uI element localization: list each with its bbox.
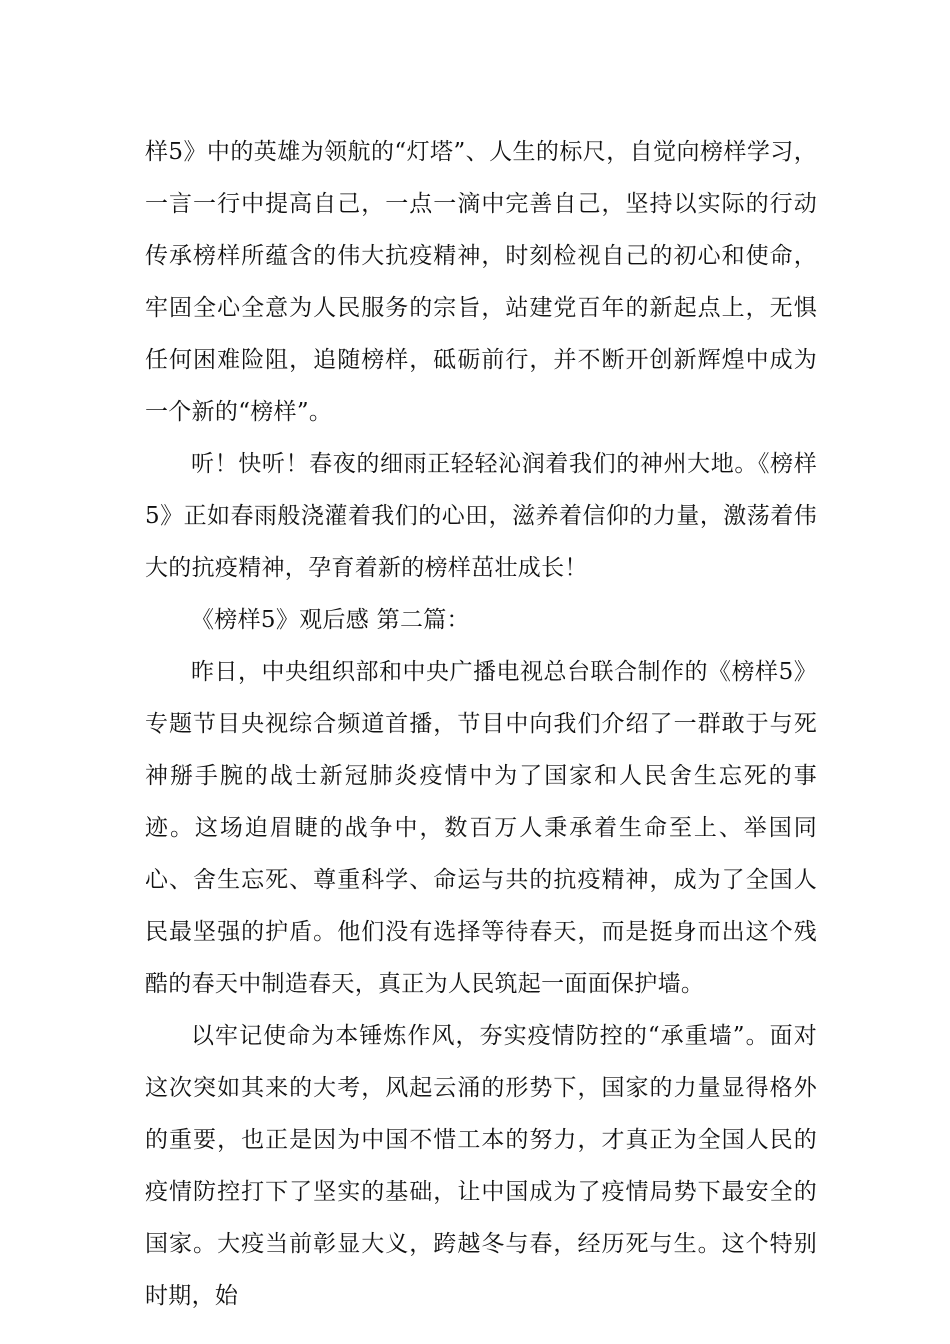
- section-heading: 《榜样5》观后感 第二篇：: [191, 607, 470, 633]
- paragraph-program-intro: 昨日，中央组织部和中央广播电视总台联合制作的《榜样5》专题节目央视综合频道首播，节目中向我们介绍了一群敢于与死神掰手腕的战士新冠肺炎疫情中为了国家和人民舍生忘死的事迹。这场迫眉睫的战争中，数百万人秉承着生命至上、举国同心、舍生忘死、尊重科学、命运与共的抗疫精神，成为了全国人民最坚强的护盾。他们没有选择等待春天，而是挺身而出这个残酷的春天中制造春天，真正为人民筑起一面面保护墙。: [145, 659, 817, 997]
- document-body: [145, 126, 817, 1322]
- paragraph-spring-rain: 听！快听！春夜的细雨正轻轻沁润着我们的神州大地。《榜样5》正如春雨般浇灌着我们的心田，滋养着信仰的力量，激荡着伟大的抗疫精神，孕育着新的榜样茁壮成长！: [145, 451, 817, 581]
- paragraph-mission: 以牢记使命为本锤炼作风，夯实疫情防控的“承重墙”。面对这次突如其来的大考，风起云涌的形势下，国家的力量显得格外的重要，也正是因为中国不惜工本的努力，才真正为全国人民的疫情防控打下了坚实的基础，让中国成为了疫情局势下最安全的国家。大疫当前彰显大义，跨越冬与春，经历死与生。这个特别时期，始: [145, 1023, 817, 1309]
- paragraph-continuation: 样5》中的英雄为领航的“灯塔”、人生的标尺，自觉向榜样学习，一言一行中提高自己，一点一滴中完善自己，坚持以实际的行动传承榜样所蕴含的伟大抗疫精神，时刻检视自己的初心和使命，牢固全心全意为人民服务的宗旨，站建党百年的新起点上，无惧任何困难险阻，追随榜样，砥砺前行，并不断开创新辉煌中成为一个新的“榜样”。: [145, 139, 817, 425]
